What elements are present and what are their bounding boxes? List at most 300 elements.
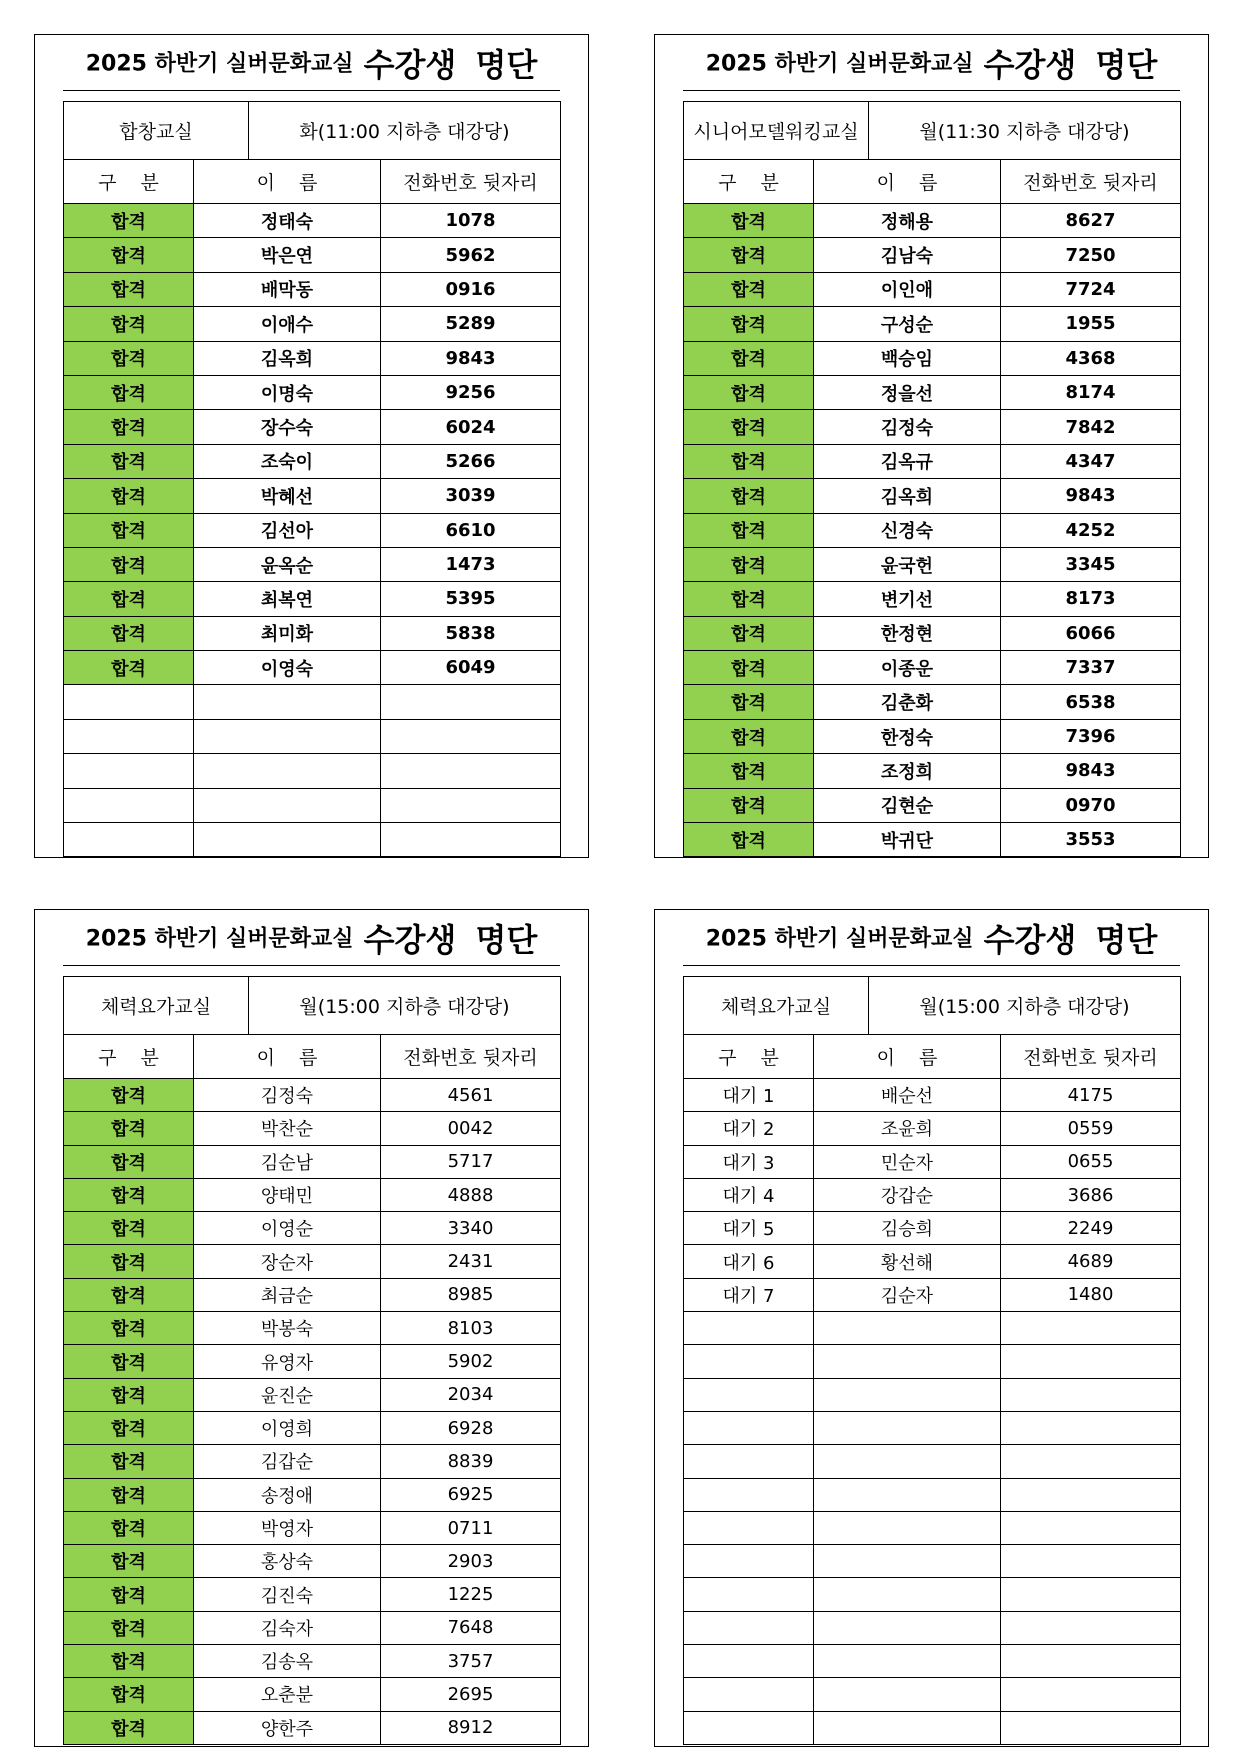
name-cell: 박영자 [194, 1511, 381, 1544]
empty-row [684, 1678, 1181, 1711]
empty-cell [381, 719, 561, 753]
empty-row [684, 1478, 1181, 1511]
student-row [684, 513, 1181, 547]
phone-cell: 5266 [381, 444, 561, 478]
status-cell: 합격 [64, 1278, 194, 1311]
empty-row [684, 1545, 1181, 1578]
class-info-table [63, 976, 561, 1035]
title-main: 수강생 명단 [983, 45, 1158, 84]
title-prefix: 2025 하반기 실버문화교실 [85, 926, 354, 952]
phone-cell: 0970 [1001, 788, 1181, 822]
name-cell: 김남숙 [814, 238, 1001, 272]
status-cell: 합격 [64, 582, 194, 616]
title-underline [683, 965, 1180, 966]
title-underline [63, 90, 560, 91]
empty-row [64, 823, 561, 857]
phone-cell: 4252 [1001, 513, 1181, 547]
status-cell: 합격 [64, 1112, 194, 1145]
name-cell: 김정숙 [194, 1079, 381, 1112]
empty-cell [194, 788, 381, 822]
schedule-cell: 월(15:00 지하층 대강당) [249, 977, 561, 1035]
status-cell: 합격 [64, 1711, 194, 1744]
status-cell: 합격 [684, 513, 814, 547]
phone-cell: 4347 [1001, 444, 1181, 478]
phone-cell: 5395 [381, 582, 561, 616]
student-row [684, 1278, 1181, 1311]
title-underline [683, 90, 1180, 91]
column-header-row [684, 160, 1181, 204]
empty-cell [684, 1478, 814, 1511]
phone-cell: 8839 [381, 1445, 561, 1478]
status-cell: 합격 [64, 1178, 194, 1211]
name-cell: 김현순 [814, 788, 1001, 822]
status-cell: 합격 [64, 1145, 194, 1178]
phone-cell: 1078 [381, 204, 561, 238]
name-cell: 김숙자 [194, 1611, 381, 1644]
student-row [64, 375, 561, 409]
name-cell: 김정숙 [814, 410, 1001, 444]
empty-cell [194, 754, 381, 788]
empty-cell [1001, 1711, 1181, 1744]
status-cell: 대기 7 [684, 1278, 814, 1311]
name-cell: 박찬순 [194, 1112, 381, 1145]
empty-cell [684, 1678, 814, 1711]
empty-row [64, 754, 561, 788]
empty-cell [814, 1678, 1001, 1711]
student-row [64, 444, 561, 478]
phone-cell: 2249 [1001, 1212, 1181, 1245]
status-cell: 합격 [64, 547, 194, 581]
student-row [684, 307, 1181, 341]
status-cell: 합격 [64, 1645, 194, 1678]
title-prefix: 2025 하반기 실버문화교실 [705, 926, 974, 952]
header-name: 이 름 [194, 160, 381, 204]
student-row [64, 1178, 561, 1211]
header-phone: 전화번호 뒷자리 [381, 160, 561, 204]
status-cell: 대기 6 [684, 1245, 814, 1278]
empty-row [684, 1411, 1181, 1444]
name-cell: 김옥희 [194, 341, 381, 375]
column-header-row [64, 1035, 561, 1079]
phone-cell: 2034 [381, 1378, 561, 1411]
student-row [64, 1478, 561, 1511]
phone-cell: 7648 [381, 1611, 561, 1644]
phone-cell: 8173 [1001, 582, 1181, 616]
class-info-row [684, 102, 1181, 160]
status-cell: 합격 [684, 719, 814, 753]
status-cell: 합격 [684, 479, 814, 513]
status-cell: 합격 [64, 410, 194, 444]
empty-cell [381, 685, 561, 719]
empty-cell [1001, 1445, 1181, 1478]
empty-cell [1001, 1478, 1181, 1511]
roster-table [683, 976, 1180, 1745]
status-cell: 합격 [64, 1511, 194, 1544]
schedule-cell: 월(15:00 지하층 대강당) [869, 977, 1181, 1035]
status-cell: 합격 [64, 651, 194, 685]
student-row [64, 238, 561, 272]
status-cell: 합격 [684, 410, 814, 444]
status-cell: 합격 [684, 238, 814, 272]
name-cell: 홍상숙 [194, 1545, 381, 1578]
empty-cell [814, 1345, 1001, 1378]
student-row [64, 651, 561, 685]
status-cell: 합격 [64, 1378, 194, 1411]
name-cell: 백승임 [814, 341, 1001, 375]
phone-cell: 6925 [381, 1478, 561, 1511]
empty-row [684, 1578, 1181, 1611]
student-row [64, 1212, 561, 1245]
student-rows [684, 1079, 1181, 1745]
empty-row [684, 1711, 1181, 1744]
schedule-cell: 화(11:00 지하층 대강당) [249, 102, 561, 160]
empty-row [684, 1312, 1181, 1345]
student-row [684, 1178, 1181, 1211]
status-cell: 합격 [684, 685, 814, 719]
phone-cell: 4561 [381, 1079, 561, 1112]
phone-cell: 4888 [381, 1178, 561, 1211]
name-cell: 김진숙 [194, 1578, 381, 1611]
student-row [684, 341, 1181, 375]
student-row [684, 582, 1181, 616]
status-cell: 합격 [684, 272, 814, 306]
empty-cell [64, 823, 194, 857]
empty-row [684, 1378, 1181, 1411]
roster-table [683, 101, 1180, 857]
status-cell: 합격 [684, 788, 814, 822]
name-cell: 한정숙 [814, 719, 1001, 753]
name-cell: 조정희 [814, 754, 1001, 788]
phone-cell: 8103 [381, 1312, 561, 1345]
status-cell: 대기 1 [684, 1079, 814, 1112]
name-cell: 정해용 [814, 204, 1001, 238]
status-cell: 합격 [64, 1245, 194, 1278]
name-cell: 이인애 [814, 272, 1001, 306]
status-cell: 합격 [64, 513, 194, 547]
phone-cell: 7396 [1001, 719, 1181, 753]
phone-cell: 7842 [1001, 410, 1181, 444]
status-cell: 합격 [64, 1545, 194, 1578]
phone-cell: 1473 [381, 547, 561, 581]
student-row [684, 651, 1181, 685]
title-main: 수강생 명단 [363, 920, 538, 959]
class-name-cell: 체력요가교실 [684, 977, 869, 1035]
status-cell: 합격 [64, 272, 194, 306]
student-row [684, 410, 1181, 444]
student-row [64, 1511, 561, 1544]
student-row [64, 1312, 561, 1345]
phone-cell: 9843 [1001, 479, 1181, 513]
phone-cell: 9843 [1001, 754, 1181, 788]
student-row [684, 1112, 1181, 1145]
name-cell: 오춘분 [194, 1678, 381, 1711]
empty-row [684, 1645, 1181, 1678]
roster-panel-fitness-yoga [34, 909, 589, 1747]
student-row [684, 238, 1181, 272]
student-row [64, 204, 561, 238]
phone-cell: 3340 [381, 1212, 561, 1245]
empty-cell [684, 1345, 814, 1378]
name-cell: 김순자 [814, 1278, 1001, 1311]
student-row [684, 479, 1181, 513]
status-cell: 합격 [684, 547, 814, 581]
student-row [64, 307, 561, 341]
student-row [64, 272, 561, 306]
phone-cell: 8627 [1001, 204, 1181, 238]
empty-cell [814, 1711, 1001, 1744]
class-info-table [683, 101, 1181, 160]
empty-cell [684, 1578, 814, 1611]
header-status: 구 분 [684, 160, 814, 204]
empty-cell [1001, 1378, 1181, 1411]
phone-cell: 5717 [381, 1145, 561, 1178]
student-row [64, 1545, 561, 1578]
name-cell: 이영희 [194, 1411, 381, 1444]
phone-cell: 3345 [1001, 547, 1181, 581]
empty-cell [814, 1378, 1001, 1411]
empty-cell [64, 719, 194, 753]
header-name: 이 름 [194, 1035, 381, 1079]
name-cell: 송정애 [194, 1478, 381, 1511]
student-row [684, 1145, 1181, 1178]
student-row [684, 1245, 1181, 1278]
phone-cell: 6049 [381, 651, 561, 685]
name-cell: 윤국헌 [814, 547, 1001, 581]
phone-cell: 2903 [381, 1545, 561, 1578]
status-cell: 대기 4 [684, 1178, 814, 1211]
empty-cell [1001, 1545, 1181, 1578]
empty-cell [381, 754, 561, 788]
name-cell: 윤진순 [194, 1378, 381, 1411]
header-phone: 전화번호 뒷자리 [1001, 1035, 1181, 1079]
empty-cell [194, 685, 381, 719]
student-row [64, 1278, 561, 1311]
empty-cell [64, 754, 194, 788]
empty-cell [1001, 1312, 1181, 1345]
empty-cell [814, 1611, 1001, 1644]
student-row [684, 204, 1181, 238]
student-row [64, 1378, 561, 1411]
empty-cell [194, 823, 381, 857]
phone-cell: 4689 [1001, 1245, 1181, 1278]
roster-title [655, 44, 1208, 84]
student-row [684, 1212, 1181, 1245]
name-cell: 유영자 [194, 1345, 381, 1378]
phone-cell: 9843 [381, 341, 561, 375]
empty-cell [1001, 1411, 1181, 1444]
class-name-cell: 시니어모델워킹교실 [684, 102, 869, 160]
student-row [684, 444, 1181, 478]
empty-row [684, 1611, 1181, 1644]
name-cell: 박봉숙 [194, 1312, 381, 1345]
empty-cell [684, 1378, 814, 1411]
student-row [64, 1245, 561, 1278]
status-cell: 합격 [64, 444, 194, 478]
name-cell: 박은연 [194, 238, 381, 272]
name-cell: 최금순 [194, 1278, 381, 1311]
phone-cell: 0916 [381, 272, 561, 306]
empty-cell [64, 685, 194, 719]
name-cell: 변기선 [814, 582, 1001, 616]
roster-panel-fitness-yoga-waitlist [654, 909, 1209, 1747]
status-cell: 합격 [684, 204, 814, 238]
name-cell: 배순선 [814, 1079, 1001, 1112]
header-status: 구 분 [64, 1035, 194, 1079]
phone-cell: 6538 [1001, 685, 1181, 719]
student-grid [63, 1034, 561, 1745]
status-cell: 합격 [64, 1445, 194, 1478]
student-rows [64, 1079, 561, 1745]
name-cell: 김옥규 [814, 444, 1001, 478]
status-cell: 대기 2 [684, 1112, 814, 1145]
header-phone: 전화번호 뒷자리 [1001, 160, 1181, 204]
roster-panel-senior-model-walking [654, 34, 1209, 858]
student-row [64, 1678, 561, 1711]
empty-cell [1001, 1511, 1181, 1544]
name-cell: 박혜선 [194, 479, 381, 513]
header-status: 구 분 [684, 1035, 814, 1079]
name-cell: 황선해 [814, 1245, 1001, 1278]
phone-cell: 7250 [1001, 238, 1181, 272]
phone-cell: 5289 [381, 307, 561, 341]
phone-cell: 2695 [381, 1678, 561, 1711]
name-cell: 장순자 [194, 1245, 381, 1278]
empty-cell [814, 1578, 1001, 1611]
empty-cell [814, 1445, 1001, 1478]
student-row [64, 547, 561, 581]
phone-cell: 3686 [1001, 1178, 1181, 1211]
phone-cell: 2431 [381, 1245, 561, 1278]
student-row [64, 1145, 561, 1178]
name-cell: 이영순 [194, 1212, 381, 1245]
empty-cell [684, 1511, 814, 1544]
name-cell: 윤옥순 [194, 547, 381, 581]
status-cell: 합격 [64, 204, 194, 238]
header-name: 이 름 [814, 160, 1001, 204]
name-cell: 이종운 [814, 651, 1001, 685]
phone-cell: 7724 [1001, 272, 1181, 306]
student-row [64, 582, 561, 616]
name-cell: 양한주 [194, 1711, 381, 1744]
status-cell: 합격 [684, 341, 814, 375]
student-row [64, 410, 561, 444]
phone-cell: 7337 [1001, 651, 1181, 685]
status-cell: 합격 [64, 238, 194, 272]
student-grid [63, 159, 561, 857]
phone-cell: 4368 [1001, 341, 1181, 375]
empty-cell [814, 1478, 1001, 1511]
name-cell: 김선아 [194, 513, 381, 547]
name-cell: 강갑순 [814, 1178, 1001, 1211]
class-info-row [64, 977, 561, 1035]
student-row [64, 513, 561, 547]
name-cell: 장수숙 [194, 410, 381, 444]
roster-table [63, 976, 560, 1745]
empty-cell [684, 1645, 814, 1678]
class-info-table [63, 101, 561, 160]
student-row [64, 1112, 561, 1145]
empty-cell [684, 1545, 814, 1578]
title-prefix: 2025 하반기 실버문화교실 [705, 51, 974, 77]
empty-cell [684, 1312, 814, 1345]
status-cell: 합격 [684, 823, 814, 857]
status-cell: 합격 [64, 1079, 194, 1112]
student-row [64, 1079, 561, 1112]
name-cell: 김승희 [814, 1212, 1001, 1245]
phone-cell: 5838 [381, 616, 561, 650]
phone-cell: 0042 [381, 1112, 561, 1145]
status-cell: 합격 [64, 1578, 194, 1611]
empty-cell [814, 1645, 1001, 1678]
name-cell: 배막동 [194, 272, 381, 306]
phone-cell: 1225 [381, 1578, 561, 1611]
status-cell: 합격 [684, 582, 814, 616]
name-cell: 조숙이 [194, 444, 381, 478]
name-cell: 구성순 [814, 307, 1001, 341]
roster-table [63, 101, 560, 857]
phone-cell: 6066 [1001, 616, 1181, 650]
empty-row [684, 1345, 1181, 1378]
status-cell: 합격 [64, 375, 194, 409]
empty-row [684, 1445, 1181, 1478]
phone-cell: 5962 [381, 238, 561, 272]
student-row [684, 754, 1181, 788]
phone-cell: 9256 [381, 375, 561, 409]
title-prefix: 2025 하반기 실버문화교실 [85, 51, 354, 77]
empty-cell [684, 1411, 814, 1444]
empty-cell [64, 788, 194, 822]
phone-cell: 3757 [381, 1645, 561, 1678]
student-row [64, 1445, 561, 1478]
status-cell: 대기 5 [684, 1212, 814, 1245]
student-row [684, 685, 1181, 719]
student-row [684, 1079, 1181, 1112]
status-cell: 대기 3 [684, 1145, 814, 1178]
empty-cell [814, 1312, 1001, 1345]
student-row [64, 616, 561, 650]
student-rows [684, 204, 1181, 857]
student-row [64, 1711, 561, 1744]
name-cell: 김옥희 [814, 479, 1001, 513]
name-cell: 최복연 [194, 582, 381, 616]
status-cell: 합격 [64, 1478, 194, 1511]
status-cell: 합격 [684, 754, 814, 788]
status-cell: 합격 [684, 444, 814, 478]
empty-cell [194, 719, 381, 753]
student-row [64, 1611, 561, 1644]
phone-cell: 0655 [1001, 1145, 1181, 1178]
name-cell: 김갑순 [194, 1445, 381, 1478]
student-row [64, 1345, 561, 1378]
empty-cell [381, 788, 561, 822]
status-cell: 합격 [64, 341, 194, 375]
header-name: 이 름 [814, 1035, 1001, 1079]
phone-cell: 6024 [381, 410, 561, 444]
empty-cell [1001, 1345, 1181, 1378]
phone-cell: 8985 [381, 1278, 561, 1311]
header-phone: 전화번호 뒷자리 [381, 1035, 561, 1079]
student-rows [64, 204, 561, 857]
class-info-table [683, 976, 1181, 1035]
name-cell: 민순자 [814, 1145, 1001, 1178]
title-main: 수강생 명단 [363, 45, 538, 84]
student-row [64, 1578, 561, 1611]
class-name-cell: 체력요가교실 [64, 977, 249, 1035]
schedule-cell: 월(11:30 지하층 대강당) [869, 102, 1181, 160]
column-header-row [684, 1035, 1181, 1079]
empty-cell [1001, 1578, 1181, 1611]
phone-cell: 8912 [381, 1711, 561, 1744]
